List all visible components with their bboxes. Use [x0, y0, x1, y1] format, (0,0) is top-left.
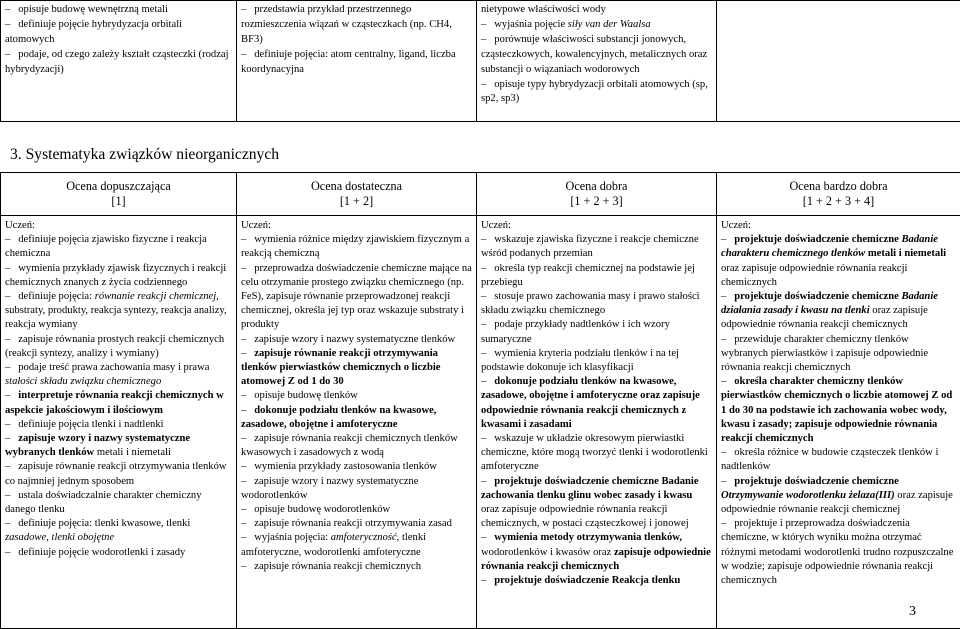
list-item	[5, 3, 232, 18]
list-item	[481, 262, 712, 290]
list-item-text: projektuje doświadczenie chemiczne	[734, 234, 901, 245]
list-item-text: zapisuje wzory i nazwy systematyczne wodorotlenków	[241, 476, 418, 501]
list-item	[721, 475, 956, 518]
list-item	[5, 489, 232, 517]
list-item	[241, 517, 472, 531]
list-item-text: definiuje pojęcia:	[18, 291, 94, 302]
list-item	[721, 290, 956, 333]
top-cell-3	[477, 1, 717, 122]
list-item-text: amfoteryczność	[331, 532, 397, 543]
list-item	[5, 18, 232, 48]
list-item	[241, 404, 472, 432]
list-item-text: zapisuje równanie reakcji otrzymywania tlenków pierwiastków chemicznych o liczbie atomowej Z od 1 do 30	[241, 348, 441, 387]
header-grade-3	[477, 173, 717, 216]
requirements-cell-1	[1, 216, 237, 629]
student-label: Uczeń:	[481, 219, 712, 233]
list-item-text: oraz zapisuje odpowiednie równania reakcji chemicznych, w postaci cząsteczkowej i jonowej	[481, 504, 689, 529]
list-item-text: definiuje pojęcia: atom centralny, ligand, liczba koordynacyjna	[241, 49, 456, 75]
list-item-text: definiuje pojęcia: tlenki kwasowe, tlenki	[18, 518, 190, 529]
list-item-text: opisuje budowę wodorotlenków	[254, 504, 390, 515]
list-item-text: dokonuje podziału tlenków na kwasowe, zasadowe, obojętne i amfoteryczne	[241, 405, 436, 430]
list-item	[5, 418, 232, 432]
list-item-text: równanie reakcji chemicznej	[95, 291, 216, 302]
list-item-text: definiuje pojęcia zjawisko fizyczne i reakcja chemiczna	[5, 234, 207, 259]
list-item-text: zapisuje odpowiednie równania reakcji chemicznych	[481, 547, 711, 572]
list-item-text: wymienia różnice między zjawiskiem fizycznym a reakcją chemiczną	[241, 234, 469, 259]
header-range: [1 + 2 + 3 + 4]	[803, 194, 874, 208]
list-item-text: wskazuje w układzie okresowym pierwiastki chemiczne, które mogą tworzyć tlenki i wodorotlenki amfoteryczne	[481, 433, 708, 472]
list-item-text: wymienia przykłady zjawisk fizycznych i reakcji chemicznych znanych z życia codziennego	[5, 263, 226, 288]
list-item	[5, 333, 232, 361]
list-item-text: zapisuje równanie reakcji otrzymywania tlenków co najmniej jednym sposobem	[5, 461, 227, 486]
list-item-text: dokonuje podziału tlenków na kwasowe, zasadowe, obojętne i amfoteryczne oraz zapisuje odpowiednie równania reakcji chemicznych z kwasami i zasadami	[481, 376, 700, 430]
list-item	[5, 460, 232, 488]
top-cell-4	[717, 1, 960, 122]
list-item-text: porównuje właściwości substancji jonowych, cząsteczkowych, kowalencyjnych, metalicznych oraz substancji o wiązaniach wodorowych	[481, 34, 707, 75]
list-item-text: Otrzymywanie wodorotlenku żelaza(III)	[721, 490, 895, 501]
list-item-text: wodorotlenków i kwasów oraz	[481, 547, 614, 558]
list-item-text: przeprowadza doświadczenie chemiczne mające na celu otrzymanie prostego związku chemicznego (np. FeS), zapisuje równanie przeprowadzonej reakcji chemicznej, określa jej typ oraz wskazuje substraty i produkty	[241, 263, 472, 331]
list-item	[5, 233, 232, 261]
list-item-text: ustala doświadczalnie charakter chemiczny danego tlenku	[5, 490, 202, 515]
header-name: Ocena dopuszczająca	[66, 179, 171, 193]
list-item-text: zapisuje równania reakcji chemicznych tlenków kwasowych i zasadowych z wodą	[241, 433, 458, 458]
list-item-text: określa typ reakcji chemicznej na podstawie jej przebiegu	[481, 263, 695, 288]
list-item	[241, 347, 472, 390]
list-item	[241, 389, 472, 403]
list-item-text: , tlenki amfoteryczne, wodorotlenki amfoteryczne	[241, 532, 426, 557]
list-item	[481, 531, 712, 574]
list-item-text: opisuje budowę wewnętrzną metali	[18, 4, 168, 15]
list-item-text: oraz zapisuje odpowiednie równania reakcji chemicznych	[721, 305, 928, 330]
list-item	[721, 375, 956, 446]
list-item-text: projektuje doświadczenie chemiczne	[734, 291, 901, 302]
header-range: [1 + 2]	[340, 194, 373, 208]
list-item-text: wymienia metody otrzymywania tlenków,	[494, 532, 682, 543]
list-item	[241, 233, 472, 261]
student-label: Uczeń:	[5, 219, 232, 233]
list-item	[5, 48, 232, 78]
list-item	[481, 78, 712, 108]
list-item-text: przedstawia przykład przestrzennego rozmieszczenia wiązań w cząsteczkach (np. CH4, BF3)	[241, 4, 452, 45]
list-item-text: , substraty, produkty, reakcja syntezy, reakcja analizy, reakcja wymiany	[5, 291, 227, 330]
list-item-text: zapisuje wzory i nazwy systematyczne wybranych tlenków	[5, 433, 190, 458]
list-item	[241, 503, 472, 517]
header-row	[1, 173, 960, 216]
header-name: Ocena bardzo dobra	[789, 179, 887, 193]
list-item-text: definiuje pojęcie wodorotlenki i zasady	[18, 547, 185, 558]
grades-table	[0, 172, 960, 629]
top-cell-2	[237, 1, 477, 122]
list-item	[5, 432, 232, 460]
list-item	[481, 18, 712, 33]
list-item-text: Badanie charakteru chemicznego tlenków	[721, 234, 938, 259]
header-range: [1]	[111, 194, 125, 208]
list-item	[481, 290, 712, 318]
header-name: Ocena dobra	[566, 179, 628, 193]
list-item-text: podaje treść prawa zachowania masy i prawa	[18, 362, 209, 373]
list-item-text: interpretuje równania reakcji chemicznych w aspekcie jakościowym i ilościowym	[5, 390, 224, 415]
student-label: Uczeń:	[241, 219, 472, 233]
list-item-text: zapisuje wzory i nazwy systematyczne tlenków	[254, 334, 455, 345]
requirements-cell-3	[477, 216, 717, 629]
list-item	[241, 531, 472, 559]
list-item	[481, 233, 712, 261]
list-item	[241, 475, 472, 503]
header-name: Ocena dostateczna	[311, 179, 402, 193]
list-item-text: zapisuje równania reakcji otrzymywania zasad	[254, 518, 452, 529]
list-item	[481, 318, 712, 346]
list-item-text: nietypowe właściwości wody	[481, 4, 606, 15]
list-item-text: projektuje doświadczenie Reakcja tlenku	[494, 575, 680, 586]
list-item-text: projektuje i przeprowadza doświadczenia chemiczne, w których wyniku można otrzymać różnymi metodami wodorotlenki trudno rozpuszczalne w wodzie; zapisuje odpowiednie równania reakcji chemicznych	[721, 518, 953, 586]
list-item-text: definiuje pojęcie hybrydyzacja orbitali atomowych	[5, 19, 182, 45]
list-item-text: oraz zapisuje odpowiednie równanie reakcji chemicznej	[721, 490, 953, 515]
top-cell-1	[1, 1, 237, 122]
list-item	[5, 361, 232, 389]
list-item-text: przewiduje charakter chemiczny tlenków wybranych pierwiastków i zapisuje odpowiednie równania reakcji chemicznych	[721, 334, 928, 373]
list-item	[241, 262, 472, 333]
list-item-text: opisuje typy hybrydyzacji orbitali atomowych (sp, sp2, sp3)	[481, 79, 708, 105]
list-item	[481, 574, 712, 588]
list-item-text: zapisuje równania prostych reakcji chemicznych (reakcji syntezy, analizy i wymiany)	[5, 334, 224, 359]
section-title: 3. Systematyka związków nieorganicznych	[10, 145, 279, 165]
list-item	[5, 389, 232, 417]
list-item-text: projektuje doświadczenie chemiczne	[734, 476, 899, 487]
list-item-text: Badanie działania zasady i kwasu na tlenki	[721, 291, 938, 316]
list-item-text: wymienia kryteria podziału tlenków i na tej podstawie dokonuje ich klasyfikacji	[481, 348, 679, 373]
list-item-text: stosuje prawo zachowania masy i prawo stałości składu związku chemicznego	[481, 291, 700, 316]
list-item	[241, 560, 472, 574]
list-item-text: wyjaśnia pojęcie	[494, 19, 568, 30]
list-item-text: określa charakter chemiczny tlenków pierwiastków chemicznych o liczbie atomowej Z od 1 do 30 na podstawie ich zachowania wobec wody, kwasu i zasady; zapisuje odpowiednie równania reakcji chemicznych	[721, 376, 952, 444]
table-row	[1, 1, 960, 122]
requirements-cell-2	[237, 216, 477, 629]
list-item-text: zasadowe, tlenki obojętne	[5, 532, 114, 543]
list-item	[481, 432, 712, 475]
student-label: Uczeń:	[721, 219, 956, 233]
header-grade-2	[237, 173, 477, 216]
list-item-text: określa różnice w budowie cząsteczek tlenków i nadtlenków	[721, 447, 938, 472]
list-item	[5, 262, 232, 290]
list-item	[481, 347, 712, 375]
list-item	[481, 33, 712, 78]
list-item	[5, 517, 232, 545]
list-item	[241, 3, 472, 48]
list-item-text: stałości składu związku chemicznego	[5, 376, 161, 387]
list-item	[721, 517, 956, 588]
list-item	[5, 546, 232, 560]
list-item-text: metali i niemetali	[865, 248, 946, 259]
top-continuation-table	[0, 0, 960, 122]
list-item-text: wyjaśnia pojęcia:	[254, 532, 330, 543]
list-item	[721, 333, 956, 376]
list-item	[481, 3, 712, 18]
header-range: [1 + 2 + 3]	[570, 194, 622, 208]
list-item-text: projektuje doświadczenie chemiczne Badanie zachowania tlenku glinu wobec zasady i kwasu	[481, 476, 699, 501]
list-item	[721, 446, 956, 474]
list-item-text: metali i niemetali	[94, 447, 171, 458]
list-item	[241, 432, 472, 460]
list-item	[241, 333, 472, 347]
list-item	[5, 290, 232, 333]
list-item	[481, 475, 712, 532]
list-item	[241, 460, 472, 474]
header-grade-1	[1, 173, 237, 216]
list-item-text: opisuje budowę tlenków	[254, 390, 358, 401]
list-item-text: podaje przykłady nadtlenków i ich wzory sumaryczne	[481, 319, 670, 344]
list-item	[721, 233, 956, 290]
list-item-text: oraz zapisuje odpowiednie równania reakcji chemicznych	[721, 263, 908, 288]
list-item-text: podaje, od czego zależy kształt cząsteczki (rodzaj hybrydyzacji)	[5, 49, 229, 75]
list-item-text: definiuje pojęcia tlenki i nadtlenki	[18, 419, 163, 430]
list-item-text: wskazuje zjawiska fizyczne i reakcje chemiczne wśród podanych przemian	[481, 234, 699, 259]
table-row	[1, 216, 960, 629]
header-grade-4	[717, 173, 960, 216]
requirements-cell-4	[717, 216, 960, 629]
page-number: 3	[909, 604, 916, 620]
list-item-text: wymienia przykłady zastosowania tlenków	[254, 461, 437, 472]
list-item-text: siły van der Waalsa	[568, 19, 651, 30]
list-item	[481, 375, 712, 432]
list-item	[241, 48, 472, 78]
list-item-text: zapisuje równania reakcji chemicznych	[254, 561, 421, 572]
